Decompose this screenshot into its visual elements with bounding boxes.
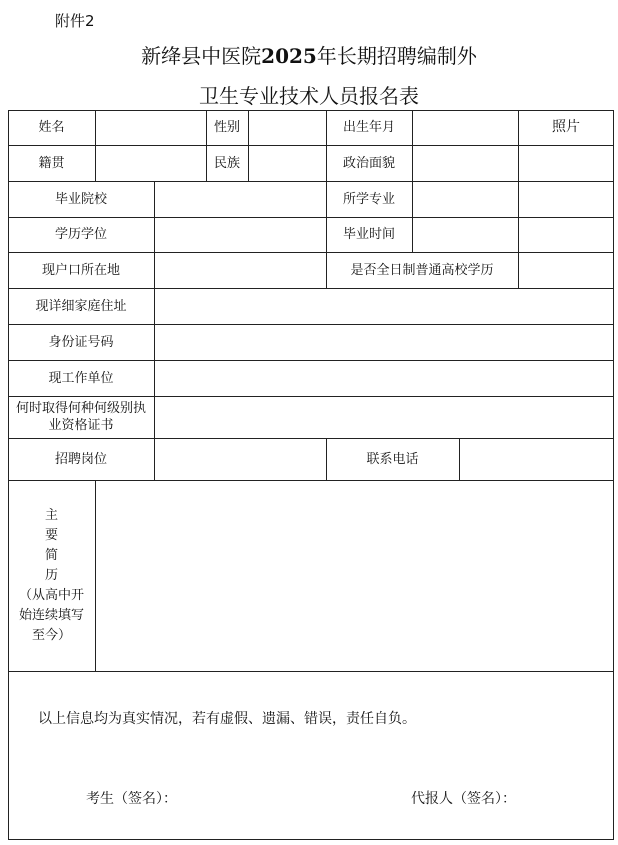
- label-ethnicity: 民族: [213, 155, 240, 171]
- label-fulltime: 是否全日制普通高校学历: [350, 262, 494, 278]
- label-political-status: 政治面貌: [342, 155, 395, 171]
- declaration-text: 以上信息均为真实情况，若有虚假、遗漏、错误，责任自负。: [38, 711, 416, 727]
- certificate-label-line-2: 业资格证书: [48, 418, 114, 433]
- resume-label-line: （从高中开: [18, 587, 84, 603]
- native-place-field[interactable]: [95, 145, 206, 181]
- label-native-place: 籍贯: [38, 155, 65, 171]
- resume-field[interactable]: [95, 480, 614, 671]
- label-id-number: 身份证号码: [48, 334, 114, 350]
- candidate-signature-label: 考生（签名）：: [86, 791, 177, 807]
- resume-label-line: 主: [44, 507, 58, 523]
- fulltime-field[interactable]: [518, 252, 614, 288]
- label-major: 所学专业: [342, 191, 395, 207]
- form-title-line-2: 卫生专业技术人员报名表: [199, 84, 419, 108]
- certificate-label-line-1: 何时取得何种何级别执: [15, 401, 146, 416]
- label-address: 现详细家庭住址: [35, 298, 127, 314]
- address-field[interactable]: [154, 288, 614, 324]
- label-photo: 照片: [552, 119, 580, 135]
- resume-label-line: 始连续填写: [18, 607, 84, 623]
- position-field[interactable]: [154, 438, 326, 480]
- resume-label-line: 历: [44, 567, 58, 583]
- title-year: 2025: [261, 44, 317, 68]
- agent-signature-label: 代报人（签名）：: [411, 791, 516, 807]
- attachment-label: 附件2: [55, 12, 95, 30]
- id-number-field[interactable]: [154, 324, 614, 360]
- gender-field[interactable]: [248, 110, 326, 145]
- birth-field[interactable]: [412, 110, 518, 145]
- label-hukou: 现户口所在地: [41, 262, 120, 278]
- grad-time-field[interactable]: [412, 217, 518, 252]
- political-status-field[interactable]: [412, 145, 518, 181]
- title-suffix: 年长期招聘编制外: [316, 44, 477, 68]
- major-field[interactable]: [412, 181, 518, 217]
- title-prefix: 新绛县中医院: [141, 44, 262, 68]
- row-divider: [8, 671, 614, 672]
- employer-field[interactable]: [154, 360, 614, 396]
- certificate-field[interactable]: [154, 396, 614, 438]
- label-resume: [8, 480, 95, 671]
- label-certificate: [8, 396, 154, 438]
- label-school: 毕业院校: [54, 191, 107, 207]
- label-grad-time: 毕业时间: [342, 227, 395, 242]
- school-field[interactable]: [154, 181, 326, 217]
- degree-field[interactable]: [154, 217, 326, 252]
- name-field[interactable]: [95, 110, 206, 145]
- label-position: 招聘岗位: [54, 451, 107, 467]
- label-name: 姓名: [38, 120, 65, 135]
- hukou-field[interactable]: [154, 252, 326, 288]
- label-phone: 联系电话: [366, 451, 419, 467]
- resume-label-line: 简: [44, 547, 58, 563]
- label-degree: 学历学位: [54, 227, 107, 242]
- resume-label-line: 要: [44, 527, 58, 543]
- registration-form: [8, 110, 614, 840]
- label-birth: 出生年月: [342, 120, 395, 135]
- phone-field[interactable]: [459, 438, 614, 480]
- resume-label-line: 至今）: [31, 627, 71, 643]
- label-employer: 现工作单位: [48, 370, 114, 386]
- label-gender: 性别: [213, 120, 240, 135]
- form-title-line-1: [0, 40, 618, 69]
- ethnicity-field[interactable]: [248, 145, 326, 181]
